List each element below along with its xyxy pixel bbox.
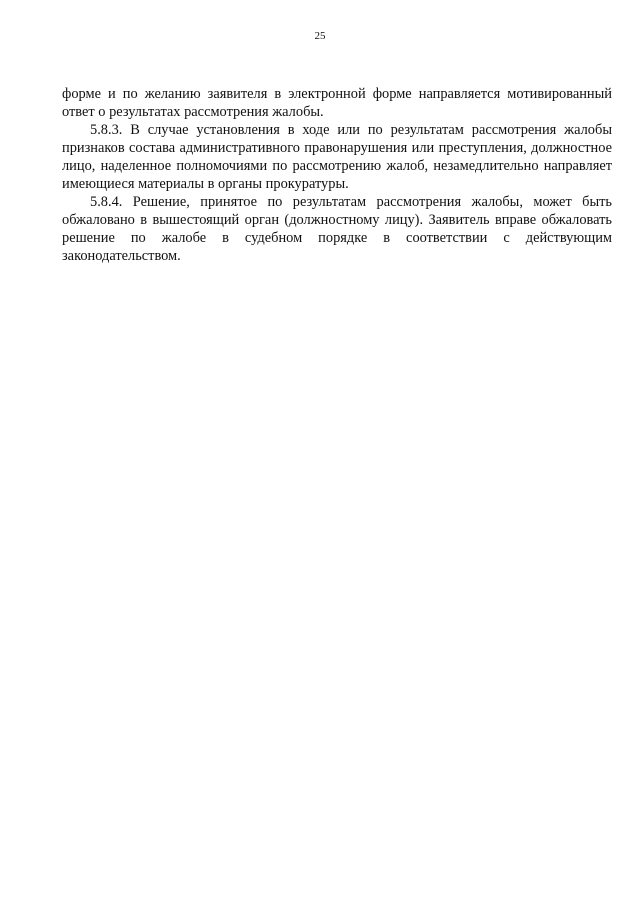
paragraph-5-8-4: 5.8.4. Решение, принятое по результатам рассмотрения жалобы, может быть обжаловано в вышестоящий орган (должностному лицу). Заявитель вправе обжаловать решение по жалобе в судебном порядке в соответствии с действующим законодательством. [62, 194, 612, 264]
page-number: 25 [314, 30, 326, 42]
document-body [62, 85, 612, 265]
paragraph-5-8-3: 5.8.3. В случае установления в ходе или по результатам рассмотрения жалобы признаков состава административного правонарушения или преступления, должностное лицо, наделенное полномочиями по рассмотрению жалоб, незамедлительно направляет имеющиеся материалы в органы прокуратуры. [62, 122, 612, 192]
paragraph-continuation: форме и по желанию заявителя в электронной форме направляется мотивированный ответ о результатах рассмотрения жалобы. [62, 86, 612, 120]
